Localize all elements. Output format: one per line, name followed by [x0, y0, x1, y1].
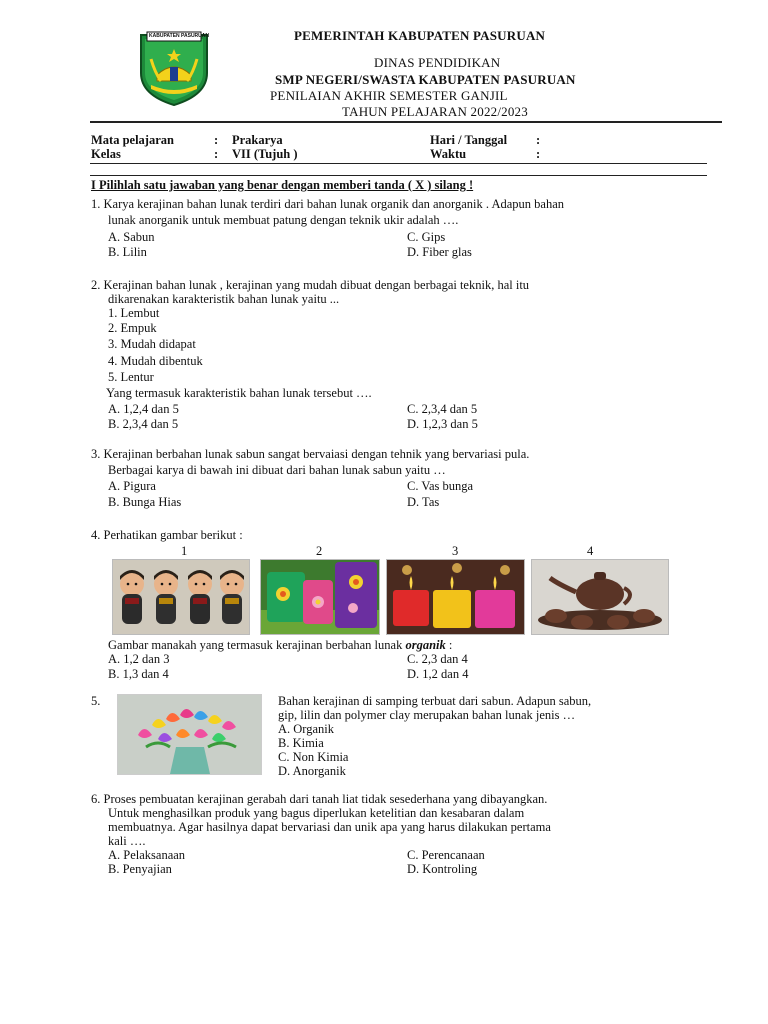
q5-option-c[interactable]: C. Non Kimia — [278, 750, 349, 764]
q4-image-clay-teapot — [531, 559, 669, 635]
waktu-colon: : — [536, 147, 541, 161]
q4-image-number-3: 3 — [452, 544, 459, 558]
q2-item-4: 4. Mudah dibentuk — [108, 354, 203, 368]
q2-option-b[interactable]: B. 2,3,4 dan 5 — [108, 417, 179, 431]
q2-item-2: 2. Empuk — [108, 321, 157, 335]
q5-line-1: Bahan kerajinan di samping terbuat dari sabun. Adapun sabun, — [278, 694, 592, 708]
waktu-label: Waktu — [430, 147, 467, 161]
header-divider — [90, 121, 722, 123]
q4-stem-emphasis: organik — [405, 638, 446, 652]
q4-option-c[interactable]: C. 2,3 dan 4 — [407, 652, 468, 666]
q6-line-2: Untuk menghasilkan produk yang bagus diperlukan ketelitian dan kesabaran dalam — [108, 806, 525, 820]
hari-label: Hari / Tanggal — [430, 133, 508, 147]
q5-image-soap-flowers — [117, 694, 262, 775]
q5-line-2: gip, lilin dan polymer clay merupakan bahan lunak jenis … — [278, 708, 576, 722]
q6-option-b[interactable]: B. Penyajian — [108, 862, 172, 876]
q4-image-jar-candles — [386, 559, 525, 635]
q4-option-d[interactable]: D. 1,2 dan 4 — [407, 667, 469, 681]
q5-option-d[interactable]: D. Anorganik — [278, 764, 346, 778]
q1-option-c[interactable]: C. Gips — [407, 230, 446, 244]
kabupaten-logo — [137, 29, 211, 107]
q2-line-1: 2. Kerajinan bahan lunak , kerajinan yang mudah dibuat dengan berbagai teknik, hal itu — [91, 278, 530, 292]
q4-stem-pre: Gambar manakah yang termasuk kerajinan berbahan lunak — [108, 638, 406, 652]
q4-option-b[interactable]: B. 1,3 dan 4 — [108, 667, 169, 681]
q3-line-2: Berbagai karya di bawah ini dibuat dari bahan lunak sabun yaitu … — [108, 463, 446, 477]
q2-option-a[interactable]: A. 1,2,4 dan 5 — [108, 402, 179, 416]
logo-banner-text: KABUPATEN PASURUAN — [149, 33, 209, 39]
q4-option-a[interactable]: A. 1,2 dan 3 — [108, 652, 170, 666]
q2-stem: Yang termasuk karakteristik bahan lunak tersebut …. — [106, 386, 372, 400]
mapel-label: Mata pelajaran — [91, 133, 174, 147]
header-line-3: SMP NEGERI/SWASTA KABUPATEN PASURUAN — [275, 72, 576, 87]
kelas-value: VII (Tujuh ) — [232, 147, 298, 161]
section-title: I Pilihlah satu jawaban yang benar dengan memberi tanda ( X ) silang ! — [91, 178, 474, 192]
header-line-2: DINAS PENDIDIKAN — [374, 55, 501, 70]
q6-option-c[interactable]: C. Perencanaan — [407, 848, 485, 862]
q6-line-1: 6. Proses pembuatan kerajinan gerabah dari tanah liat tidak sesederhana yang dibayangkan. — [91, 792, 548, 806]
q3-option-c[interactable]: C. Vas bunga — [407, 479, 474, 493]
q4-stem — [108, 638, 452, 653]
header-line-5: TAHUN PELAJARAN 2022/2023 — [342, 104, 528, 119]
q2-item-3: 3. Mudah didapat — [108, 337, 196, 351]
header-line-4: PENILAIAN AKHIR SEMESTER GANJIL — [270, 88, 508, 103]
q2-item-5: 5. Lentur — [108, 370, 154, 384]
q1-option-b[interactable]: B. Lilin — [108, 245, 147, 259]
mapel-colon: : — [214, 133, 219, 147]
q5-option-b[interactable]: B. Kimia — [278, 736, 324, 750]
q6-line-4: kali …. — [108, 834, 146, 848]
q4-image-number-1: 1 — [181, 544, 188, 558]
q4-image-number-2: 2 — [316, 544, 323, 558]
q2-option-c[interactable]: C. 2,3,4 dan 5 — [407, 402, 478, 416]
q4-image-number-4: 4 — [587, 544, 594, 558]
hari-colon: : — [536, 133, 541, 147]
q4-image-painted-candles — [260, 559, 380, 635]
q3-option-b[interactable]: B. Bunga Hias — [108, 495, 182, 509]
q4-stem-post: : — [445, 638, 453, 652]
q2-item-1: 1. Lembut — [108, 306, 160, 320]
q2-line-2: dikarenakan karakteristik bahan lunak yaitu ... — [108, 292, 340, 306]
kelas-colon: : — [214, 147, 219, 161]
q6-option-a[interactable]: A. Pelaksanaan — [108, 848, 186, 862]
q6-line-3: membuatnya. Agar hasilnya dapat bervariasi dan unik apa yang harus dilakukan pertama — [108, 820, 551, 834]
q1-option-d[interactable]: D. Fiber glas — [407, 245, 472, 259]
q3-option-a[interactable]: A. Pigura — [108, 479, 156, 493]
q1-line-1: 1. Karya kerajinan bahan lunak terdiri dari bahan lunak organik dan anorganik . Adapun bahan — [91, 197, 564, 211]
kelas-label: Kelas — [91, 147, 121, 161]
info-divider-2 — [90, 175, 707, 176]
q2-option-d[interactable]: D. 1,2,3 dan 5 — [407, 417, 478, 431]
q5-option-a[interactable]: A. Organik — [278, 722, 335, 736]
q3-option-d[interactable]: D. Tas — [407, 495, 440, 509]
q4-image-clay-dolls — [112, 559, 250, 635]
q6-option-d[interactable]: D. Kontroling — [407, 862, 478, 876]
q1-line-2: lunak anorganik untuk membuat patung dengan teknik ukir adalah …. — [108, 213, 459, 227]
q5-number: 5. — [91, 694, 101, 708]
info-divider-1 — [90, 163, 707, 164]
header-line-1: PEMERINTAH KABUPATEN PASURUAN — [294, 28, 546, 43]
q3-line-1: 3. Kerajinan berbahan lunak sabun sangat bervaiasi dengan tehnik yang bervariasi pula. — [91, 447, 530, 461]
q4-line-1: 4. Perhatikan gambar berikut : — [91, 528, 243, 542]
q1-option-a[interactable]: A. Sabun — [108, 230, 155, 244]
mapel-value: Prakarya — [232, 133, 283, 147]
